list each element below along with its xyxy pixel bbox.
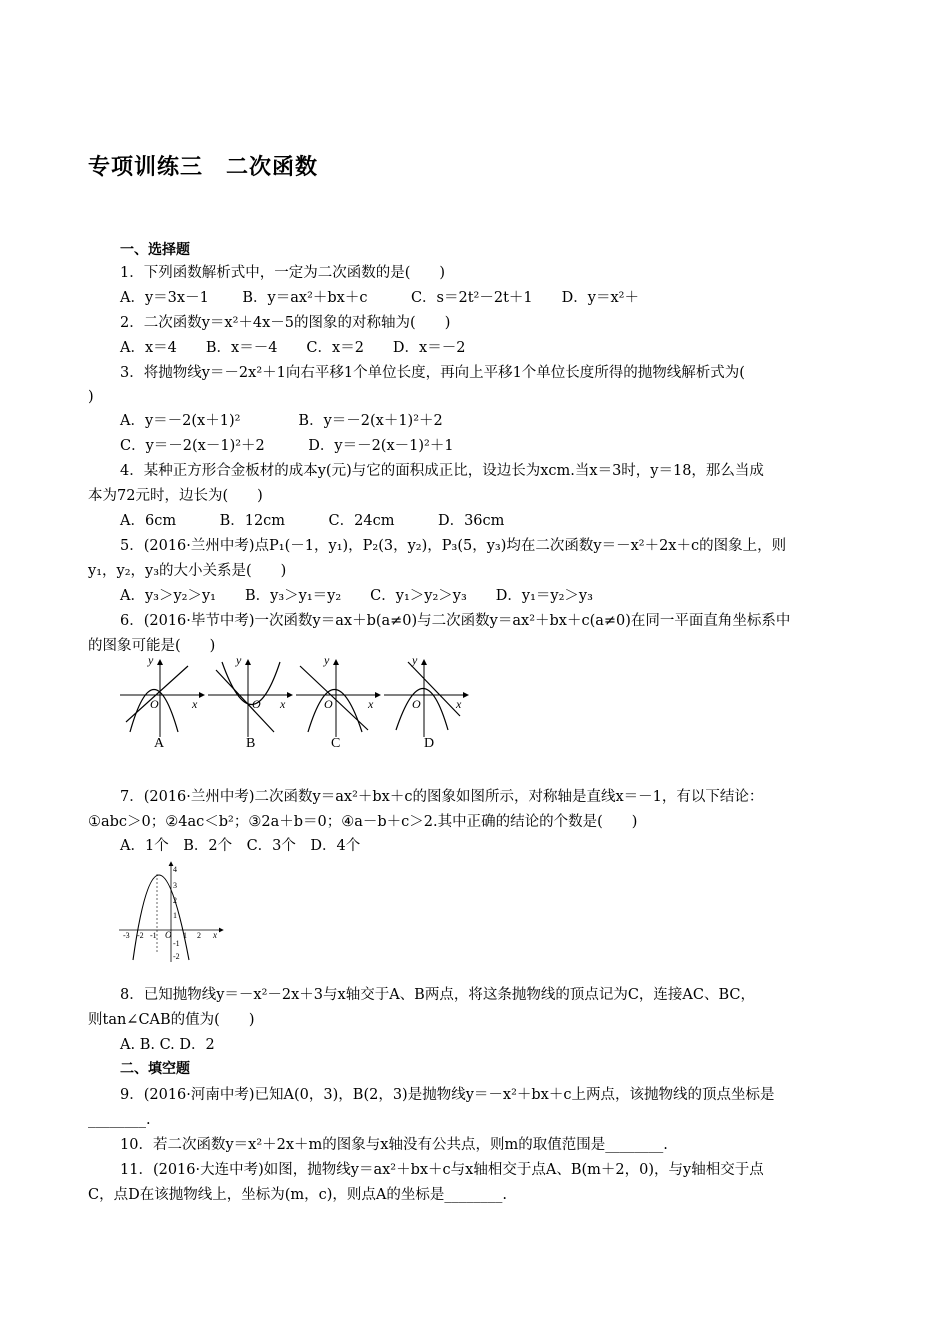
graph-b-y-label: y: [236, 653, 242, 667]
graph-a-y-label: y: [148, 653, 154, 667]
graph-c-y-label: y: [324, 653, 330, 667]
question-7-cont: ①abc＞0；②4ac＜b²；③2a＋b＝0；④a－b＋c＞2.其中正确的结论的个数是( ): [88, 814, 638, 830]
fig7-tick-y-neg2: -2: [173, 952, 180, 961]
question-11-cont: C，点D在该抛物线上，坐标为(m，c)，则点A的坐标是________.: [88, 1187, 507, 1203]
graph-b-x-label: x: [280, 697, 286, 711]
option-label-d: D: [424, 736, 435, 751]
question-7-graph: [115, 858, 227, 966]
question-4-options: A．6cm B．12cm C．24cm D．36cm: [120, 513, 505, 529]
graph-d-y-label: y: [412, 653, 418, 667]
fig7-origin: O: [165, 930, 172, 940]
graph-b: [208, 653, 292, 737]
fig7-tick-x-neg2: -2: [137, 931, 144, 940]
fig7-tick-x-neg1: -1: [150, 931, 157, 940]
fig7-tick-x-2: 2: [197, 931, 201, 940]
graph-a-origin: O: [150, 697, 159, 711]
question-3-options-ab: A．y＝－2(x＋1)² B．y＝－2(x＋1)²＋2: [120, 413, 443, 429]
question-7: 7．(2016·兰州中考)二次函数y＝ax²＋bx＋c的图象如图所示，对称轴是直线x＝－1，有以下结论：: [120, 789, 764, 805]
question-11: 11．(2016·大连中考)如图，抛物线y＝ax²＋bx＋c与x轴相交于点A、B(m＋2，0)，与y轴相交于点: [120, 1162, 764, 1178]
question-5: 5．(2016·兰州中考)点P₁(－1，y₁)，P₂(3，y₂)，P₃(5，y₃)均在二次函数y＝－x²＋2x＋c的图象上，则: [120, 538, 787, 554]
fig7-tick-y-neg1: -1: [173, 939, 180, 948]
graph-a: [120, 653, 204, 737]
question-3-options-cd: C．y＝－2(x－1)²＋2 D．y＝－2(x－1)²＋1: [120, 438, 454, 454]
page-title: 专项训练三 二次函数: [88, 155, 319, 180]
question-1: 1．下列函数解析式中，一定为二次函数的是( ): [120, 265, 446, 281]
question-6-cont: 的图象可能是( ): [88, 638, 216, 654]
option-label-b: B: [246, 736, 256, 751]
fig7-tick-y-4: 4: [173, 865, 177, 874]
graph-c-x-label: x: [368, 697, 374, 711]
question-9: 9．(2016·河南中考)已知A(0，3)，B(2，3)是抛物线y＝－x²＋bx＋c上两点，该抛物线的顶点坐标是: [120, 1087, 775, 1103]
graph-d: [384, 653, 468, 737]
question-8-cont: 则tan∠CAB的值为( ): [88, 1012, 255, 1028]
fig7-tick-y-1: 1: [173, 911, 177, 920]
fig7-tick-x-neg3: -3: [123, 931, 130, 940]
question-4-cont: 本为72元时，边长为( ): [88, 488, 263, 504]
question-3: 3．将抛物线y＝－2x²＋1向右平移1个单位长度，再向上平移1个单位长度所得的抛物线解析式为(: [120, 365, 745, 381]
fig7-tick-y-3: 3: [173, 881, 177, 890]
option-label-c: C: [331, 736, 341, 751]
question-7-options: A．1个 B．2个 C．3个 D．4个: [120, 838, 361, 854]
question-8-options: A. B. C. D．2: [120, 1037, 215, 1053]
section-heading-choice: 一、选择题: [120, 242, 190, 258]
question-5-options: A．y₃＞y₂＞y₁ B．y₃＞y₁＝y₂ C．y₁＞y₂＞y₃ D．y₁＝y₂＞y₃: [120, 588, 593, 604]
graph-d-origin: O: [412, 697, 421, 711]
question-8: 8．已知抛物线y＝－x²－2x＋3与x轴交于A、B两点，将这条抛物线的顶点记为C，连接AC、BC，: [120, 987, 756, 1003]
question-9-cont: ________.: [88, 1112, 151, 1128]
question-3-cont: ): [88, 389, 94, 405]
option-label-a: A: [154, 736, 165, 751]
graph-b-origin: O: [252, 697, 261, 711]
question-6: 6．(2016·毕节中考)一次函数y＝ax＋b(a≠0)与二次函数y＝ax²＋bx＋c(a≠0)在同一平面直角坐标系中: [120, 613, 791, 629]
question-4: 4．某种正方形合金板材的成本y(元)与它的面积成正比，设边长为xcm.当x＝3时，y＝18，那么当成: [120, 463, 764, 479]
question-6-graphs: [112, 652, 482, 742]
question-5-cont: y₁，y₂，y₃的大小关系是( ): [88, 563, 287, 579]
graph-c: [296, 653, 380, 737]
section-heading-fill: 二、填空题: [120, 1061, 190, 1077]
graph-d-x-label: x: [456, 697, 462, 711]
question-2-options: A．x＝4 B．x＝－4 C．x＝2 D．x＝－2: [120, 340, 466, 356]
question-10: 10．若二次函数y＝x²＋2x＋m的图象与x轴没有公共点，则m的取值范围是________.: [120, 1137, 668, 1153]
fig7-x-label: x: [213, 930, 217, 940]
graph-c-origin: O: [324, 697, 333, 711]
fig7-tick-y-2: 2: [173, 896, 177, 905]
fig7-tick-x-1: 1: [183, 931, 187, 940]
question-1-options: A．y＝3x－1 B．y＝ax²＋bx＋c C．s＝2t²－2t＋1 D．y＝x²＋: [120, 290, 639, 306]
graph-a-x-label: x: [192, 697, 198, 711]
question-2: 2．二次函数y＝x²＋4x－5的图象的对称轴为( ): [120, 315, 451, 331]
